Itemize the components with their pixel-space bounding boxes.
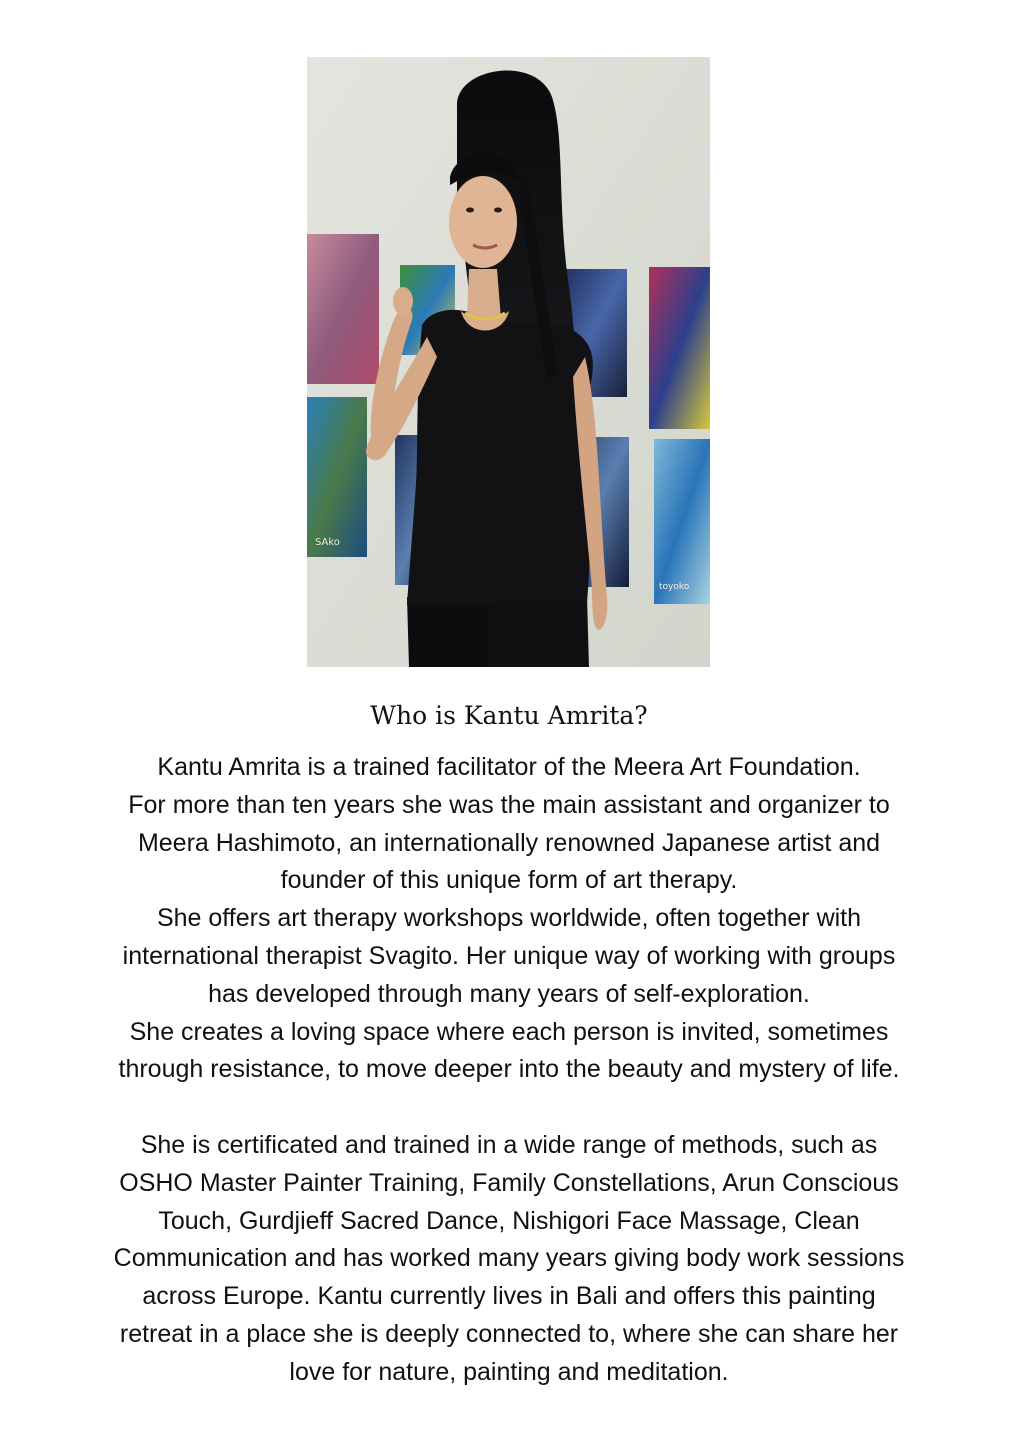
painting-multicolor bbox=[649, 267, 710, 429]
bio-line: retreat in a place she is deeply connected to, where she can share her bbox=[119, 1319, 899, 1348]
bio-line: Communication and has worked many years giving body work sessions bbox=[113, 1244, 905, 1273]
paragraph-gap bbox=[40, 1089, 978, 1127]
legs bbox=[407, 597, 489, 667]
bio-line: through resistance, to move deeper into the beauty and mystery of life. bbox=[118, 1055, 900, 1084]
bio-line: Meera Hashimoto, an internationally renowned Japanese artist and bbox=[137, 828, 881, 857]
painting-light-blue bbox=[654, 439, 710, 604]
signature-toyoko: toyoko bbox=[659, 582, 690, 592]
face bbox=[449, 176, 517, 268]
signature-sako: SAko bbox=[315, 537, 340, 548]
bio-line: Kantu Amrita is a trained facilitator of the Meera Art Foundation. bbox=[157, 753, 861, 781]
bio-line: She is certificated and trained in a wide range of methods, such as bbox=[140, 1130, 878, 1159]
portrait-illustration bbox=[307, 57, 710, 667]
bio-line: has developed through many years of self-exploration. bbox=[208, 979, 810, 1008]
bio-line: Touch, Gurdjieff Sacred Dance, Nishigori Face Massage, Clean bbox=[158, 1206, 860, 1235]
bio-line: across Europe. Kantu currently lives in Bali and offers this painting bbox=[142, 1282, 876, 1311]
neck bbox=[467, 269, 501, 319]
left-eye bbox=[466, 208, 474, 213]
legs-right bbox=[489, 597, 589, 667]
left-hand bbox=[393, 287, 413, 315]
bio-line: love for nature, painting and meditation. bbox=[289, 1357, 729, 1386]
portrait-photo bbox=[307, 57, 710, 667]
bio-line: For more than ten years she was the main assistant and organizer to bbox=[128, 790, 890, 819]
painting-pink bbox=[307, 234, 379, 384]
bio-line: She offers art therapy workshops worldwide, often together with bbox=[156, 904, 862, 933]
page-title: Who is Kantu Amrita? bbox=[370, 701, 648, 730]
biography bbox=[40, 749, 978, 1392]
right-eye bbox=[494, 208, 502, 213]
bio-line: She creates a loving space where each person is invited, sometimes bbox=[129, 1017, 889, 1046]
bio-line: OSHO Master Painter Training, Family Constellations, Arun Conscious bbox=[119, 1168, 899, 1197]
bio-line: international therapist Svagito. Her unique way of working with groups bbox=[122, 941, 896, 970]
bio-line: founder of this unique form of art therapy. bbox=[280, 866, 738, 895]
painting-blue-face bbox=[307, 397, 367, 557]
